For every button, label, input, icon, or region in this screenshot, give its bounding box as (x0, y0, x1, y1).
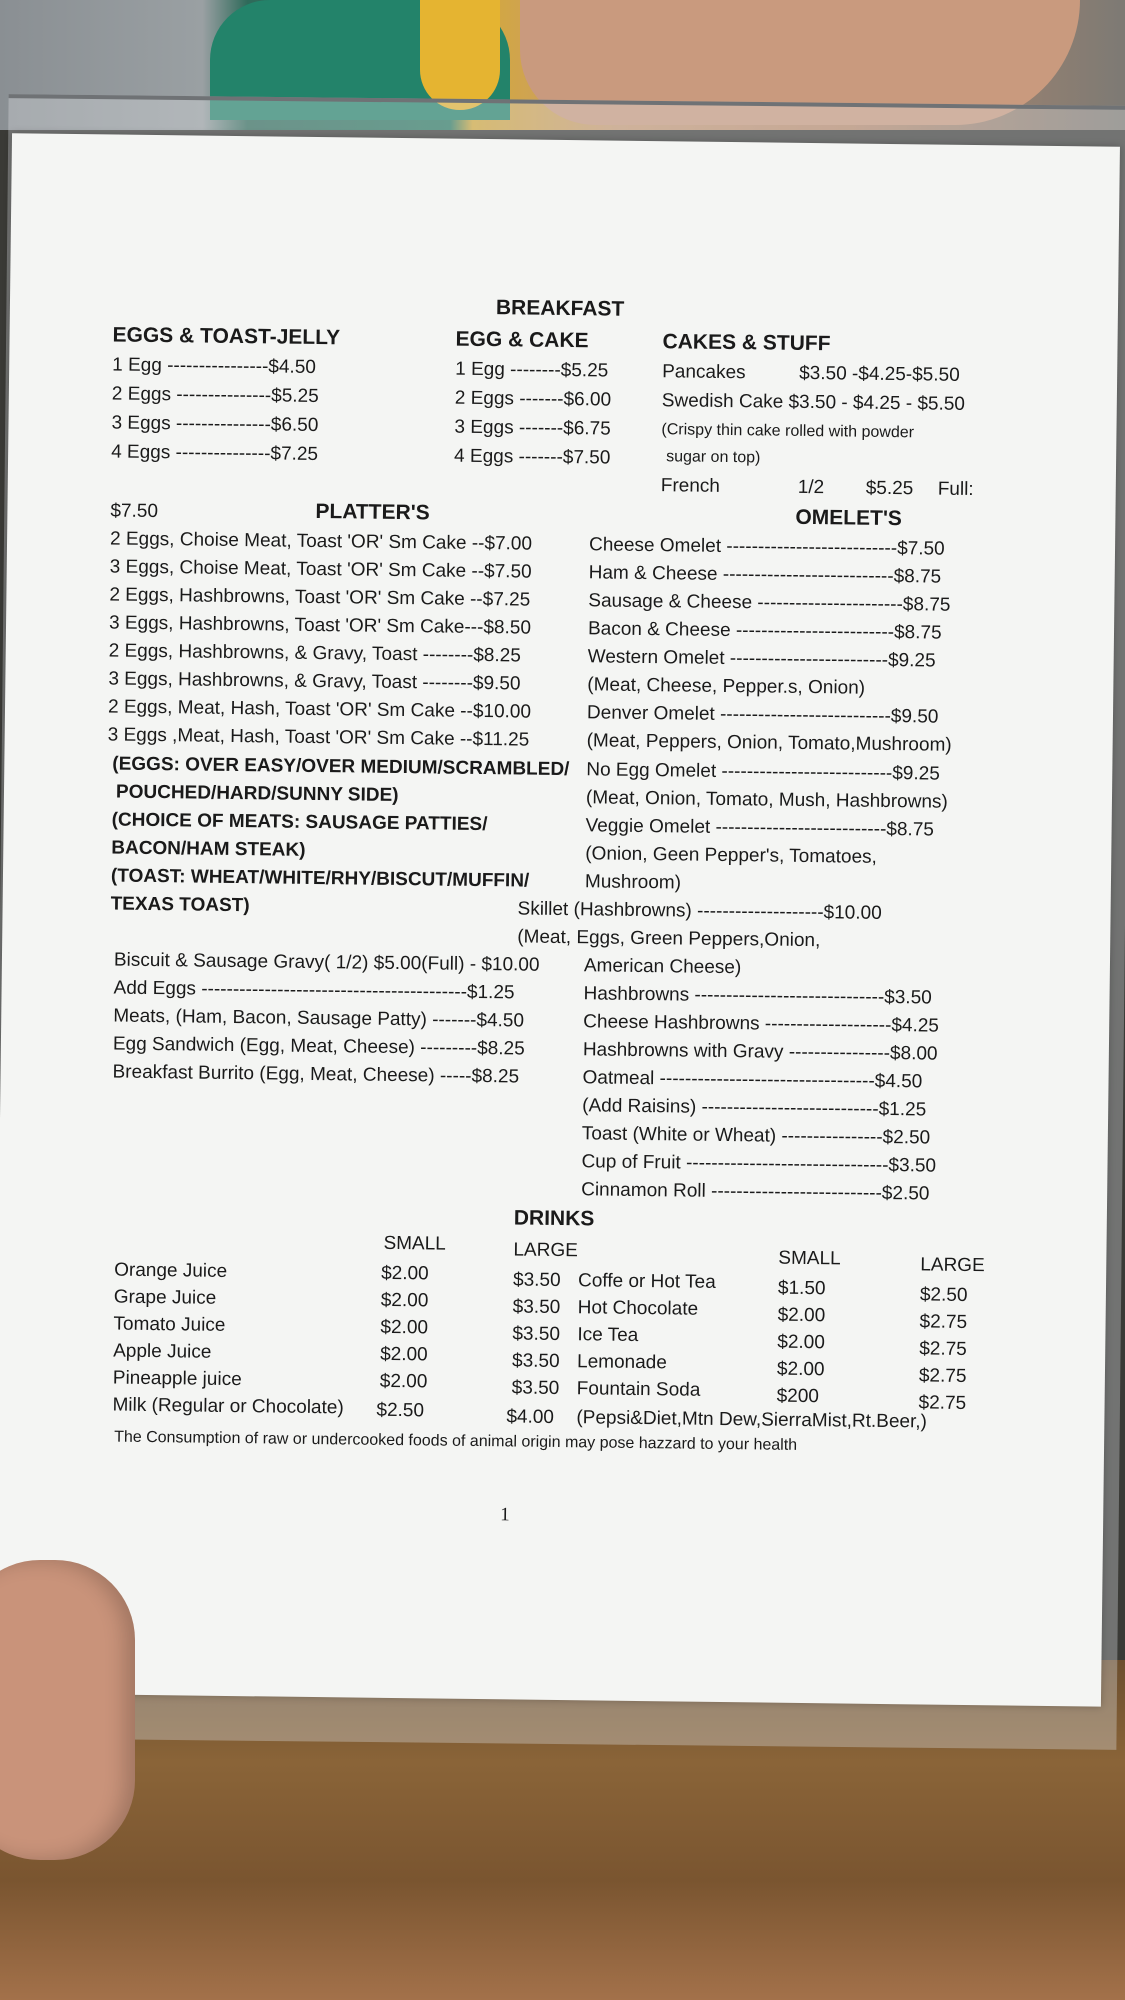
section-heading-omelets: OMELET'S (795, 505, 903, 531)
menu-item-note: (Meat, Peppers, Onion, Tomato,Mushroom) (586, 730, 952, 756)
drink-name: Tomato Juice (113, 1313, 226, 1336)
drink-name: Pineapple juice (112, 1367, 242, 1391)
drink-small-price: $2.00 (776, 1358, 825, 1381)
section-heading-drinks: DRINKS (513, 1206, 595, 1231)
swedish-cake-note: (Crispy thin cake rolled with powder (661, 421, 915, 442)
menu-item: Hashbrowns with Gravy ----------------$8.00 (582, 1039, 938, 1065)
drink-name: Apple Juice (113, 1340, 212, 1363)
holding-thumb (0, 1560, 135, 1860)
menu-item: Toast (White or Wheat) ----------------$2.50 (581, 1123, 931, 1149)
menu-item-skillet: Skillet (Hashbrowns) --------------------$10.00 (517, 898, 882, 924)
menu-item: Meats, (Ham, Bacon, Sausage Patty) -------$4.50 (113, 1005, 525, 1032)
menu-item-note: (Meat, Onion, Tomato, Mush, Hashbrowns) (585, 787, 948, 813)
french-half-label: 1/2 (797, 476, 825, 499)
section-heading-eggs-toast: EGGS & TOAST-JELLY (112, 323, 341, 350)
section-heading-platters: PLATTER'S (315, 499, 430, 525)
health-disclaimer: The Consumption of raw or undercooked foods of animal origin may pose hazzard to your health (114, 1428, 798, 1454)
skillet-note: (Meat, Eggs, Green Peppers,Onion, (517, 926, 821, 952)
menu-item: 2 Eggs -------$6.00 (454, 387, 612, 411)
menu-item: 3 Eggs ,Meat, Hash, Toast 'OR' Sm Cake --$11.25 (107, 724, 530, 751)
french-full-label: Full: (937, 478, 974, 501)
drink-large-price: $3.50 (512, 1323, 561, 1346)
drink-name: Ice Tea (577, 1324, 639, 1346)
menu-item-note: (Meat, Cheese, Pepper.s, Onion) (587, 674, 866, 699)
menu-item: 1 Egg --------$5.25 (455, 358, 609, 382)
menu-item: 3 Eggs, Choise Meat, Toast 'OR' Sm Cake --$7.50 (109, 556, 532, 583)
french-full-price: $7.50 (110, 500, 159, 523)
drink-large-price: $2.50 (919, 1284, 968, 1306)
drink-small-price: $1.50 (777, 1277, 826, 1300)
drink-name: Hot Chocolate (577, 1297, 699, 1320)
drinks-col-large: LARGE (513, 1239, 578, 1262)
menu-item: 2 Eggs ---------------$5.25 (111, 383, 319, 407)
menu-item: Bacon & Cheese -------------------------$8.75 (587, 618, 942, 644)
menu-item: Biscuit & Sausage Gravy( 1/2) $5.00(Full) - $10.00 (113, 949, 540, 976)
menu-item: 3 Eggs -------$6.75 (454, 416, 611, 440)
pancakes-price: $3.50 -$4.25-$5.50 (799, 362, 960, 386)
menu-item: Cup of Fruit --------------------------------$3.50 (581, 1151, 937, 1177)
platter-options: (TOAST: WHEAT/WHITE/RHY/BISCUT/MUFFIN/ (110, 865, 530, 892)
drink-small-price: $2.50 (376, 1399, 425, 1422)
page-number: 1 (500, 1504, 510, 1526)
drink-name: Grape Juice (113, 1286, 217, 1309)
menu-item: Cinnamon Roll ---------------------------$2.50 (581, 1179, 930, 1205)
menu-item: Cheese Hashbrowns --------------------$4.25 (583, 1011, 940, 1037)
menu-item-note: (Onion, Geen Pepper's, Tomatoes, (585, 843, 877, 868)
menu-item-swedish-cake: Swedish Cake $3.50 - $4.25 - $5.50 (661, 390, 966, 415)
soda-options-note: (Pepsi&Diet,Mtn Dew,SierraMist,Rt.Beer,) (576, 1407, 928, 1433)
platter-options: (CHOICE OF MEATS: SAUSAGE PATTIES/ (111, 809, 488, 836)
drink-name: Orange Juice (114, 1259, 228, 1282)
menu-item-note: Mushroom) (584, 871, 682, 894)
section-heading-cakes-stuff: CAKES & STUFF (662, 330, 831, 356)
platter-options: BACON/HAM STEAK) (111, 837, 306, 861)
menu-item: Cheese Omelet ---------------------------$7.50 (588, 534, 945, 560)
drink-small-price: $2.00 (380, 1289, 429, 1312)
menu-item: 4 Eggs ---------------$7.25 (111, 441, 319, 465)
skillet-note: American Cheese) (583, 955, 742, 979)
menu-item: Western Omelet -------------------------$9.25 (587, 646, 936, 672)
menu-item: Add Eggs ------------------------------------------$1.25 (113, 977, 515, 1004)
drink-large-price: $3.50 (512, 1269, 561, 1292)
platter-options: (EGGS: OVER EASY/OVER MEDIUM/SCRAMBLED/ (112, 753, 570, 781)
menu-item: Denver Omelet ---------------------------$9.50 (586, 702, 939, 728)
menu-item: No Egg Omelet ---------------------------$9.25 (586, 759, 940, 785)
drink-large-price: $2.75 (919, 1311, 968, 1333)
drink-name: Lemonade (576, 1351, 667, 1374)
menu-content (0, 133, 1120, 1706)
menu-item: 3 Eggs, Hashbrowns, Toast 'OR' Sm Cake---$8.50 (108, 612, 532, 639)
menu-item: (Add Raisins) ----------------------------$1.25 (582, 1095, 927, 1121)
menu-item: Egg Sandwich (Egg, Meat, Cheese) ---------$8.25 (112, 1033, 525, 1060)
menu-title: BREAKFAST (495, 296, 625, 321)
menu-item: 2 Eggs, Hashbrowns, Toast 'OR' Sm Cake --$7.25 (109, 584, 531, 611)
menu-item-french: French (660, 475, 721, 497)
drink-small-price: $2.00 (381, 1262, 429, 1285)
menu-page (0, 133, 1120, 1706)
menu-item: 3 Eggs, Hashbrowns, & Gravy, Toast --------$9.50 (108, 668, 521, 695)
drink-large-price: $3.50 (512, 1296, 561, 1319)
drink-large-price: $2.75 (919, 1338, 967, 1360)
drink-large-price: $3.50 (511, 1377, 560, 1400)
menu-item: Ham & Cheese ---------------------------$8.75 (588, 562, 942, 588)
menu-item: Veggie Omelet ---------------------------$8.75 (585, 815, 935, 841)
drink-small-price: $2.00 (777, 1304, 826, 1327)
drink-small-price: $2.00 (379, 1370, 428, 1393)
drink-large-price: $4.00 (506, 1406, 555, 1428)
drink-name: Milk (Regular or Chocolate) (112, 1394, 344, 1419)
drink-name: Fountain Soda (576, 1378, 701, 1401)
menu-item: Sausage & Cheese -----------------------$8.75 (588, 590, 951, 616)
drink-small-price: $2.00 (777, 1331, 826, 1354)
menu-item: Oatmeal ----------------------------------$4.50 (582, 1067, 923, 1093)
background-collar (420, 0, 500, 110)
menu-item: Hashbrowns ------------------------------$3.50 (583, 983, 932, 1009)
swedish-cake-note: sugar on top) (666, 448, 761, 467)
platter-options: POUCHED/HARD/SUNNY SIDE) (115, 781, 399, 807)
drinks-col-small: SMALL (383, 1232, 446, 1255)
menu-item-pancakes: Pancakes (662, 361, 746, 384)
menu-item: 2 Eggs, Meat, Hash, Toast 'OR' Sm Cake --$10.00 (107, 696, 532, 723)
section-heading-egg-cake: EGG & CAKE (455, 327, 589, 353)
menu-item: 2 Eggs, Hashbrowns, & Gravy, Toast --------$8.25 (108, 640, 521, 667)
platter-options: TEXAS TOAST) (110, 893, 250, 917)
drink-small-price: $200 (776, 1385, 820, 1408)
menu-item: 1 Egg ----------------$4.50 (112, 354, 317, 378)
menu-item: 3 Eggs ---------------$6.50 (111, 412, 319, 436)
drink-large-price: $2.75 (918, 1392, 967, 1414)
drink-small-price: $2.00 (380, 1316, 429, 1339)
menu-item: 2 Eggs, Choise Meat, Toast 'OR' Sm Cake --$7.00 (109, 528, 533, 555)
drink-large-price: $2.75 (918, 1365, 967, 1387)
drink-small-price: $2.00 (380, 1343, 428, 1366)
drinks-col-large: LARGE (920, 1254, 985, 1277)
french-half-price: $5.25 (865, 477, 914, 500)
menu-item: Breakfast Burrito (Egg, Meat, Cheese) -----$8.25 (112, 1061, 520, 1088)
drink-large-price: $3.50 (511, 1350, 560, 1373)
menu-item: 4 Eggs -------$7.50 (454, 445, 611, 469)
drink-name: Coffe or Hot Tea (577, 1270, 716, 1293)
drinks-col-small: SMALL (778, 1247, 841, 1270)
